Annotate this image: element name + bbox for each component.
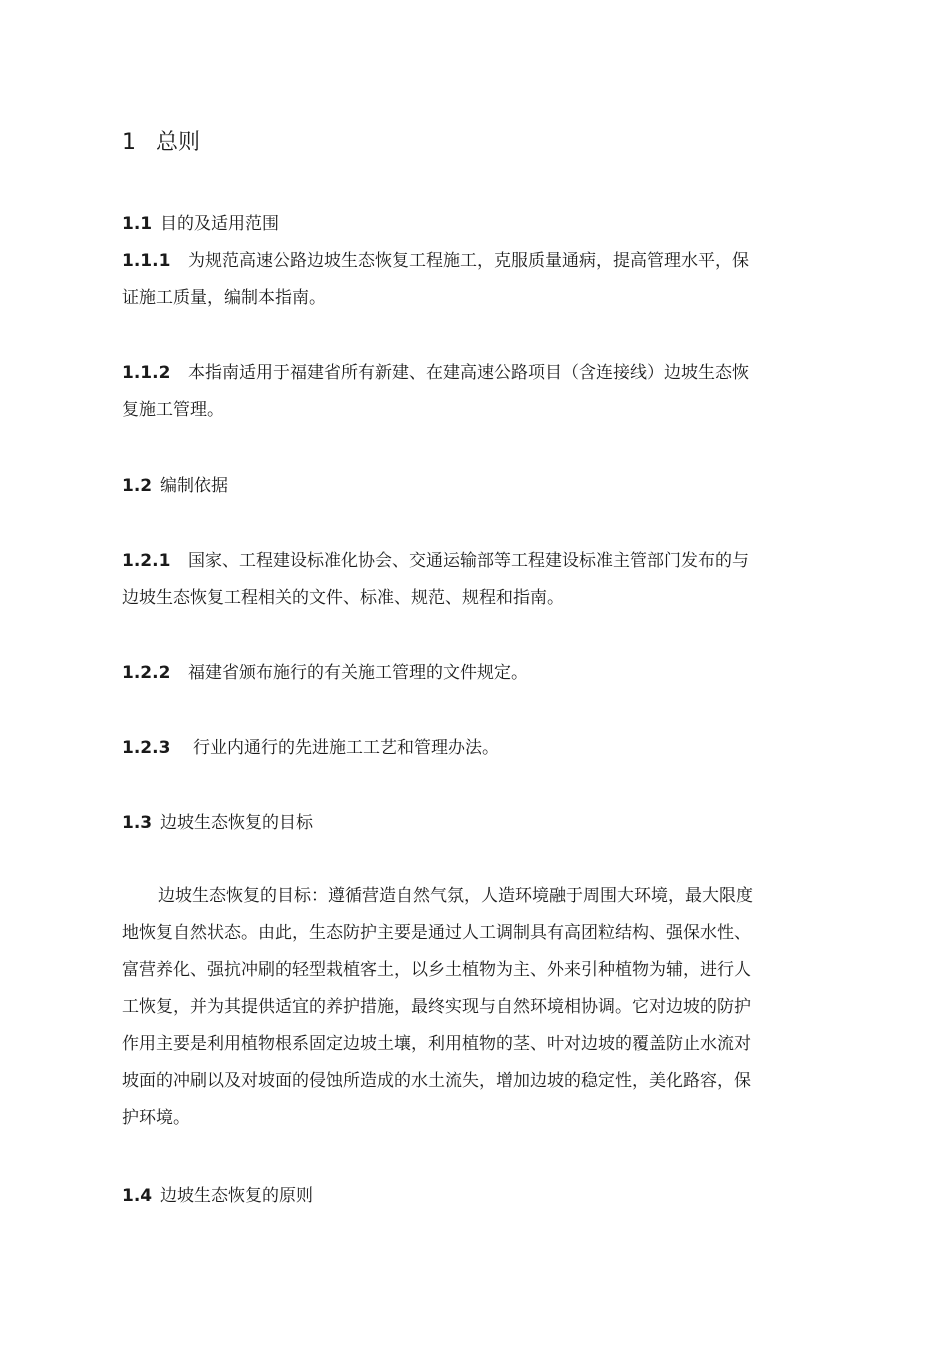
section-number: 1.3 [122,813,153,833]
clause-line [122,243,792,280]
chapter-heading [122,126,200,160]
section-1-4-heading [122,1178,792,1215]
clause-1-2-3 [122,730,792,767]
clause-1-2-2 [122,655,792,692]
chapter-title: 总则 [156,130,201,155]
clause-number: 1.2.3 [122,738,171,758]
section-title: 目的及适用范围 [160,214,279,234]
paragraph-line: 坡面的冲刷以及对坡面的侵蚀所造成的水土流失，增加边坡的稳定性，美化路容，保 [122,1071,751,1091]
clause-text: 国家、工程建设标准化协会、交通运输部等工程建设标准主管部门发布的与 [188,551,749,571]
clause-line: 证施工质量，编制本指南。 [122,288,326,308]
section-number: 1.4 [122,1186,153,1206]
clause-1-1-1 [122,243,792,317]
section-title: 编制依据 [160,476,228,496]
clause-1-2-1 [122,543,792,617]
section-1-3-heading [122,805,792,842]
clause-line: 复施工管理。 [122,400,224,420]
paragraph-line: 富营养化、强抗冲刷的轻型栽植客土，以乡土植物为主、外来引种植物为辅，进行人 [122,960,751,980]
clause-line: 边坡生态恢复工程相关的文件、标准、规范、规程和指南。 [122,588,564,608]
clause-number: 1.1.1 [122,251,171,271]
clause-text: 本指南适用于福建省所有新建、在建高速公路项目（含连接线）边坡生态恢 [188,363,749,383]
clause-number: 1.2.1 [122,551,171,571]
clause-text: 行业内通行的先进施工工艺和管理办法。 [193,738,499,758]
section-1-2-heading [122,468,792,505]
clause-1-1-2 [122,355,792,429]
paragraph-line: 护环境。 [122,1108,190,1128]
section-number: 1.1 [122,214,153,234]
clause-line [122,543,792,580]
chapter-number: 1 [122,130,136,155]
paragraph-line: 作用主要是利用植物根系固定边坡土壤，利用植物的茎、叶对边坡的覆盖防止水流对 [122,1034,751,1054]
section-title: 边坡生态恢复的原则 [160,1186,313,1206]
paragraph-line: 工恢复，并为其提供适宜的养护措施，最终实现与自然环境相协调。它对边坡的防护 [122,997,751,1017]
paragraph-line: 边坡生态恢复的目标：遵循营造自然气氛，人造环境融于周围大环境，最大限度 [158,886,753,906]
clause-line [122,355,792,392]
paragraph-line: 地恢复自然状态。由此，生态防护主要是通过人工调制具有高团粒结构、强保水性、 [122,923,751,943]
section-number: 1.2 [122,476,153,496]
clause-text: 福建省颁布施行的有关施工管理的文件规定。 [188,663,528,683]
section-1-3-paragraph [122,878,792,1137]
clause-number: 1.1.2 [122,363,171,383]
clause-number: 1.2.2 [122,663,171,683]
section-1-1-heading [122,206,792,243]
section-title: 边坡生态恢复的目标 [160,813,313,833]
clause-text: 为规范高速公路边坡生态恢复工程施工，克服质量通病，提高管理水平，保 [188,251,749,271]
